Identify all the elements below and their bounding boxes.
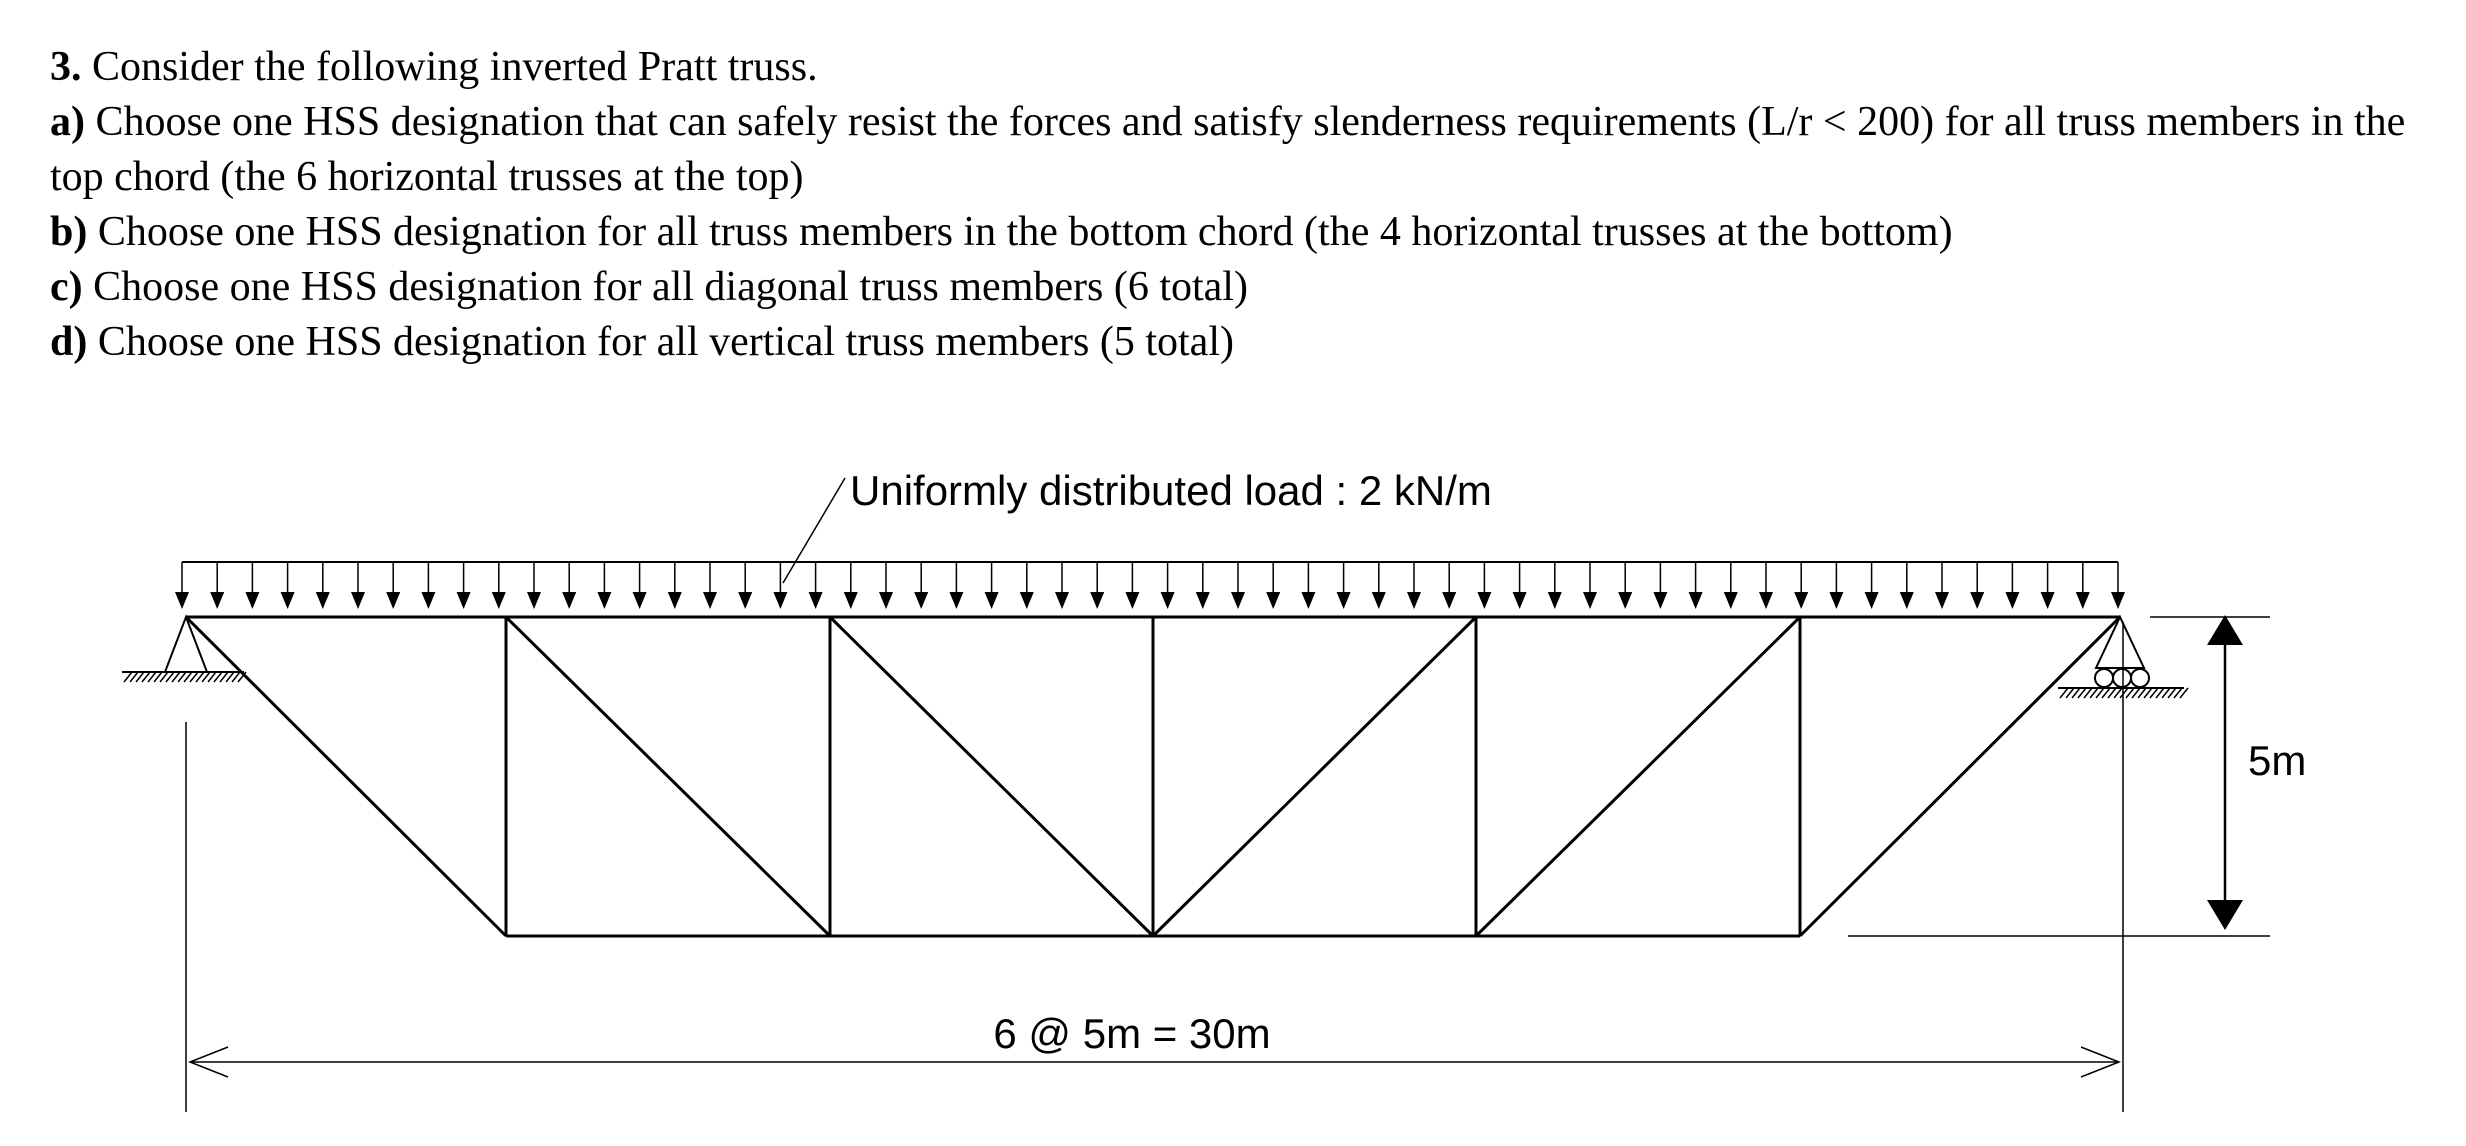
roller-support-triangle (2096, 617, 2144, 668)
load-arrow-head-icon (1125, 592, 1139, 609)
height-arrow-up-icon (2207, 615, 2243, 645)
load-arrow-head-icon (703, 592, 717, 609)
load-arrow-head-icon (1337, 592, 1351, 609)
part-d-label: d) (50, 319, 88, 365)
truss (186, 617, 2120, 936)
roller-wheel-2 (2113, 669, 2131, 687)
load-arrow-head-icon (2111, 592, 2125, 609)
diagonal-member-3 (830, 617, 1153, 936)
load-arrow-head-icon (1266, 592, 1280, 609)
height-dimension (1848, 615, 2306, 936)
load-arrow-head-icon (1689, 592, 1703, 609)
load-arrow-head-icon (1020, 592, 1034, 609)
load-arrow-head-icon (633, 592, 647, 609)
load-arrow-head-icon (1513, 592, 1527, 609)
part-c-text: Choose one HSS designation for all diagonal truss members (6 total) (82, 264, 1248, 310)
load-arrow-head-icon (738, 592, 752, 609)
diagonal-member-5 (1476, 617, 1800, 936)
load-arrow-head-icon (421, 592, 435, 609)
load-arrow-head-icon (1583, 592, 1597, 609)
load-arrow-head-icon (1372, 592, 1386, 609)
roller-support-hatch (2060, 688, 2188, 698)
load-arrow-head-icon (527, 592, 541, 609)
load-arrow-head-icon (949, 592, 963, 609)
load-arrow-head-icon (597, 592, 611, 609)
load-arrow-head-icon (1935, 592, 1949, 609)
load-arrow-head-icon (809, 592, 823, 609)
height-arrow-down-icon (2207, 900, 2243, 930)
load-arrow-head-icon (1548, 592, 1562, 609)
load-arrow-head-icon (1865, 592, 1879, 609)
load-arrow-head-icon (2076, 592, 2090, 609)
load-arrow-head-icon (773, 592, 787, 609)
pin-support-hatch (124, 672, 246, 682)
load-arrow-head-icon (1759, 592, 1773, 609)
load-arrow-head-icon (457, 592, 471, 609)
load-arrow-head-icon (1477, 592, 1491, 609)
load-arrow-head-icon (668, 592, 682, 609)
load-arrow-head-icon (1407, 592, 1421, 609)
load-arrow-head-icon (1970, 592, 1984, 609)
roller-wheel-1 (2095, 669, 2113, 687)
problem-number: 3. (50, 44, 82, 90)
load-arrow-head-icon (1301, 592, 1315, 609)
diagonal-member-1 (186, 617, 506, 936)
load-arrow-head-icon (1618, 592, 1632, 609)
load-arrow-head-icon (844, 592, 858, 609)
load-arrow-head-icon (2041, 592, 2055, 609)
load-arrow-head-icon (2005, 592, 2019, 609)
load-arrow-head-icon (1090, 592, 1104, 609)
load-arrow-head-icon (1724, 592, 1738, 609)
problem-intro-text: Consider the following inverted Pratt truss. (81, 44, 818, 90)
part-c-label: c) (50, 264, 83, 310)
part-b-text: Choose one HSS designation for all truss members in the bottom chord (the 4 horizontal trusses at the bottom) (87, 209, 1953, 255)
diagonal-member-4 (1153, 617, 1476, 936)
load-arrow-head-icon (985, 592, 999, 609)
load-arrow-head-icon (1196, 592, 1210, 609)
height-label: 5m (2248, 737, 2307, 784)
pin-support-triangle (165, 617, 207, 672)
load-arrow-head-icon (1900, 592, 1914, 609)
load-arrow-head-icon (245, 592, 259, 609)
load-arrow-head-icon (492, 592, 506, 609)
part-a-text: Choose one HSS designation that can safely resist the forces and satisfy slenderness requirements (L/r < 200) for all truss members in the top chord (the 6 horizontal trusses at the top) (50, 99, 2406, 200)
diagonal-member-2 (506, 617, 830, 936)
load-arrow-head-icon (1794, 592, 1808, 609)
load-arrow-head-icon (175, 592, 189, 609)
roller-wheel-3 (2131, 669, 2149, 687)
load-arrow-head-icon (1653, 592, 1667, 609)
load-leader-line (783, 478, 845, 583)
load-arrow-head-icon (914, 592, 928, 609)
load-arrow-head-icon (281, 592, 295, 609)
part-b-label: b) (50, 209, 88, 255)
span-label: 6 @ 5m = 30m (993, 1010, 1271, 1057)
load-label: Uniformly distributed load : 2 kN/m (850, 467, 1492, 514)
load-arrow-head-icon (210, 592, 224, 609)
pin-support (122, 617, 246, 682)
load-arrow-head-icon (879, 592, 893, 609)
load-arrow-head-icon (1161, 592, 1175, 609)
load-arrow-head-icon (1055, 592, 1069, 609)
load-arrow-head-icon (351, 592, 365, 609)
load-arrow-head-icon (1442, 592, 1456, 609)
load-arrow-head-icon (562, 592, 576, 609)
load-arrow-head-icon (386, 592, 400, 609)
load-arrow-head-icon (1829, 592, 1843, 609)
load-arrow-head-icon (316, 592, 330, 609)
part-d-text: Choose one HSS designation for all vertical truss members (5 total) (87, 319, 1234, 365)
load-arrow-head-icon (1231, 592, 1245, 609)
distributed-load (175, 562, 2125, 609)
part-a-label: a) (50, 99, 85, 145)
diagonal-member-6 (1800, 617, 2120, 936)
